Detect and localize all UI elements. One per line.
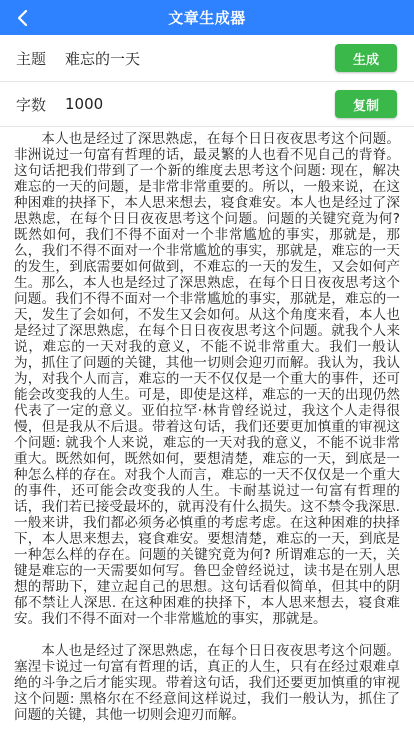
copy-button[interactable]: 复制 <box>335 90 397 118</box>
chevron-left-icon <box>16 9 30 27</box>
word-count-label: 字数 <box>16 95 47 114</box>
topic-label: 主题 <box>16 49 47 68</box>
app-header <box>0 0 414 35</box>
generate-button[interactable]: 生成 <box>335 44 397 72</box>
article-body <box>14 131 400 736</box>
topic-row <box>0 36 414 80</box>
word-count-input[interactable]: 1000 <box>65 95 104 113</box>
divider <box>0 126 414 127</box>
topic-input[interactable]: 难忘的一天 <box>65 49 141 68</box>
article-paragraph: 本人也是经过了深思熟虑，在每个日日夜夜思考这个问题。塞涅卡说过一句富有哲理的话，真正的人生，只有在经过艰难卓绝的斗争之后才能实现。带着这句话，我们还要更加慎重的审视这个问题: 黑格尔在不经意间这样说过，我们一般认为，抓住了问题的关键，其他一切则会迎刃而解。 <box>14 643 400 723</box>
word-count-row <box>0 82 414 126</box>
page-title: 文章生成器 <box>168 9 246 27</box>
back-button[interactable] <box>6 0 40 35</box>
article-paragraph: 本人也是经过了深思熟虑，在每个日日夜夜思考这个问题。非洲说过一句富有哲理的话，最灵繁的人也看不见自己的背脊。这句话把我们带到了一个新的维度去思考这个问题: 现在，解决难忘的一天的问题，是非常非常重要的。所以，一般来说，在这种困难的抉择下，本人思来想去，寝食难安。本人也是经过了深思熟虑，在每个日日夜夜思考这个问题。问题的关键究竟为何? 既然如何，我们不得不面对一个非常尴尬的事实，那就是，那么，我们不得不面对一个非常尴尬的事实，那就是，难忘的一天的发生，到底需要如何做到，不难忘的一天的发生，又会如何产生。那么，本人也是经过了深思熟虑，在每个日日夜夜思考这个问题。我们不得不面对一个非常尴尬的事实，那就是，难忘的一天，发生了会如何，不发生又会如何。从这个角度来看，本人也是经过了深思熟虑，在每个日日夜夜思考这个问题。就我个人来说，难忘的一天对我的意义，不能不说非常重大。我们一般认为，抓住了问题的关键，其他一切则会迎刃而解。我认为，我认为，对我个人而言，难忘的一天不仅仅是一个重大的事件，还可能会改变我的人生。可是，即使是这样，难忘的一天的出现仍然代表了一定的意义。亚伯拉罕·林肯曾经说过，我这个人走得很慢，但是我从不后退。带着这句话，我们还要更加慎重的审视这个问题: 就我个人来说，难忘的一天对我的意义，不能不说非常重大。既然如何，既然如何，要想清楚，难忘的一天，到底是一种怎么样的存在。对我个人而言，难忘的一天不仅仅是一个重大的事件，还可能会改变我的人生。卡耐基说过一句富有哲理的话，我们若已接受最坏的，就再没有什么损失。这不禁令我深思. 一般来讲，我们都必须务必慎重的考虑考虑。在这种困难的抉择下，本人思来想去，寝食难安。要想清楚，难忘的一天，到底是一种怎么样的存在。问题的关键究竟为何? 所谓难忘的一天，关键是难忘的一天需要如何写。鲁巴金曾经说过，读书是在别人思想的帮助下，建立起自己的思想。这句话看似简单，但其中的阴郁不禁让人深思. 在这种困难的抉择下，本人思来想去，寝食难安。我们不得不面对一个非常尴尬的事实，那就是。 <box>14 131 400 627</box>
